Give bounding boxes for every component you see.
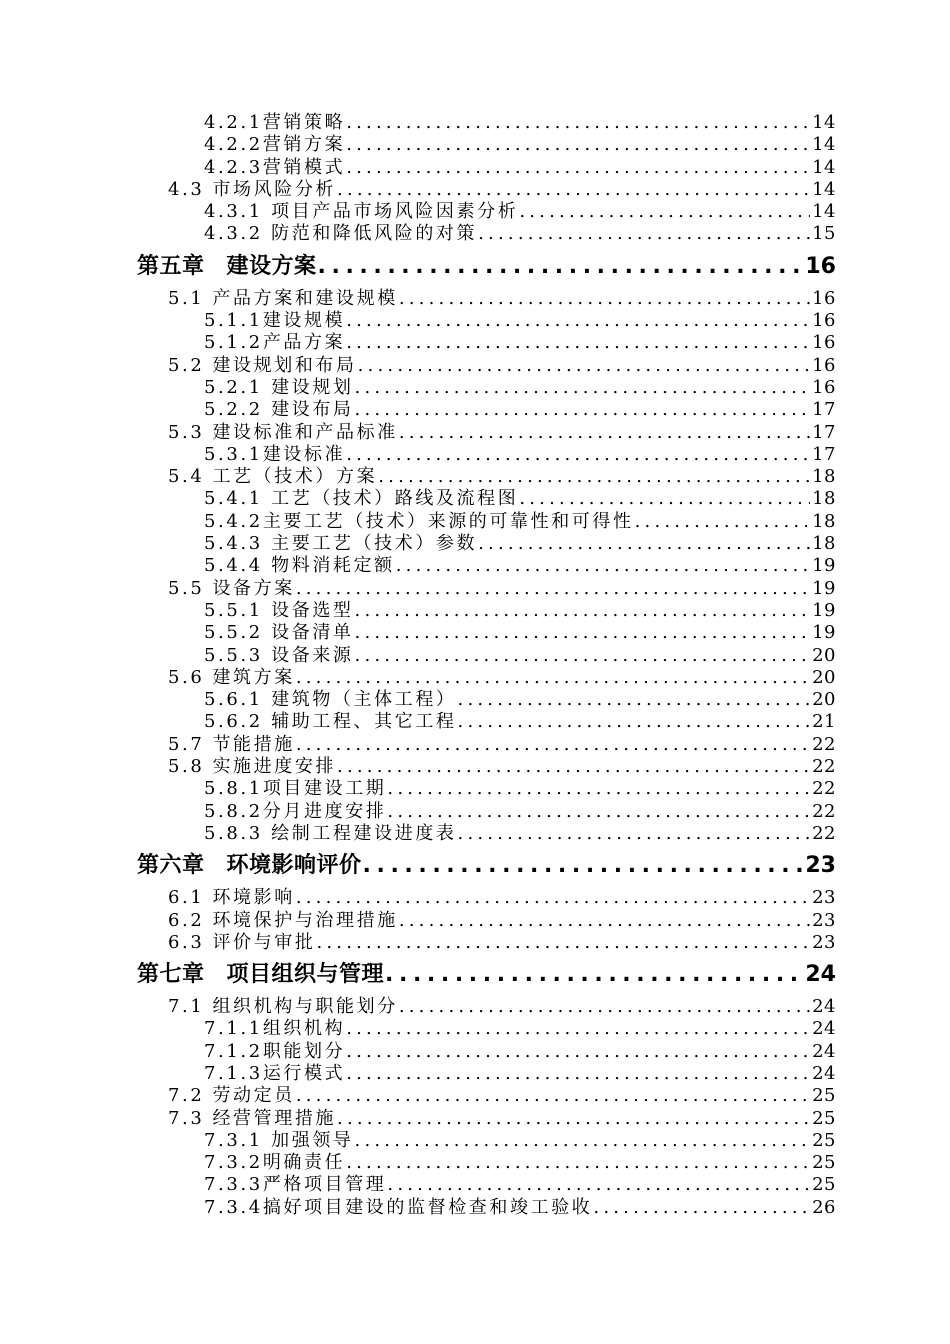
toc-entry-heading <box>168 288 398 310</box>
toc-entry-number: 5.1 <box>168 287 205 309</box>
toc-entry-number: 7.3.1 <box>204 1129 263 1151</box>
toc-entry-title: 市场风险分析 <box>212 178 337 200</box>
toc-section-entry[interactable] <box>0 600 836 622</box>
toc-page-number: 15 <box>812 223 836 245</box>
toc-page-number: 16 <box>812 354 836 376</box>
toc-entry-number: 7.3.2 <box>204 1152 263 1174</box>
toc-dot-leader <box>346 444 810 466</box>
toc-entry-heading <box>204 823 457 845</box>
toc-section-entry[interactable] <box>0 689 836 711</box>
toc-page-number: 22 <box>812 800 836 822</box>
toc-section-entry[interactable] <box>0 778 836 800</box>
toc-entry-number: 5.1.1 <box>204 310 263 332</box>
toc-dot-leader <box>593 1197 810 1219</box>
toc-section-entry[interactable] <box>0 1130 836 1152</box>
toc-page-number: 19 <box>812 577 836 599</box>
toc-entry-title: 设备方案 <box>212 577 295 599</box>
toc-dot-leader <box>478 533 810 555</box>
toc-dot-leader <box>337 1108 810 1130</box>
toc-entry-title: 绘制工程建设进度表 <box>262 822 457 844</box>
toc-page-number: 24 <box>812 1018 836 1040</box>
toc-entry-number: 5.3 <box>168 421 205 443</box>
toc-dot-leader <box>296 887 810 909</box>
toc-entry-title: 工艺（技术）路线及流程图 <box>262 488 519 510</box>
toc-entry-heading <box>204 310 345 332</box>
toc-entry-number: 4.3.1 <box>204 201 263 223</box>
toc-entry-heading <box>168 179 336 201</box>
toc-page-number: 21 <box>812 711 836 733</box>
toc-entry-title: 建设规划 <box>262 376 354 398</box>
toc-entry-title: 环境保护与治理措施 <box>212 909 398 931</box>
toc-entry-number: 5.4 <box>168 466 205 488</box>
toc-page-number: 22 <box>812 733 836 755</box>
toc-dot-leader <box>316 932 810 954</box>
toc-dot-leader <box>355 399 811 421</box>
toc-dot-leader <box>355 377 811 399</box>
toc-section-entry[interactable] <box>0 645 836 667</box>
toc-dot-leader <box>355 600 811 622</box>
toc-entry-title: 搞好项目建设的监督检查和竣工验收 <box>262 1196 593 1218</box>
toc-entry-title: 主要工艺（技术）参数 <box>262 533 478 555</box>
toc-page-number: 22 <box>812 778 836 800</box>
toc-entry-number: 5.4.4 <box>204 555 263 577</box>
toc-entry-heading <box>204 555 395 577</box>
toc-entry-number: 6.3 <box>168 931 205 953</box>
toc-entry-number: 7.3.4 <box>204 1196 263 1218</box>
toc-section-entry[interactable] <box>0 1018 836 1040</box>
toc-entry-heading <box>168 756 336 778</box>
toc-section-entry[interactable] <box>0 444 836 466</box>
toc-section-entry[interactable] <box>0 1041 836 1063</box>
toc-entry-title: 评价与审批 <box>212 931 316 953</box>
toc-chapter-entry[interactable] <box>0 958 836 992</box>
toc-entry-heading <box>168 932 315 954</box>
toc-entry-heading <box>204 1130 354 1152</box>
toc-entry-title: 营销方案 <box>262 134 346 156</box>
table-of-contents <box>0 112 950 1219</box>
toc-entry-number: 5.2 <box>168 354 205 376</box>
toc-chapter-entry[interactable] <box>0 250 836 284</box>
toc-page-number: 16 <box>812 376 836 398</box>
toc-page-number: 23 <box>812 931 836 953</box>
toc-page-number: 16 <box>812 332 836 354</box>
toc-entry-title: 建筑物（主体工程） <box>262 689 457 711</box>
toc-entry-title: 职能划分 <box>262 1040 346 1062</box>
toc-page-number: 14 <box>812 112 836 133</box>
toc-page-number: 17 <box>812 443 836 465</box>
toc-entry-heading <box>204 444 345 466</box>
toc-entry-title: 建筑方案 <box>212 666 295 688</box>
toc-page-number: 25 <box>812 1174 836 1196</box>
toc-page-number: 18 <box>812 533 836 555</box>
toc-entry-number: 5.2.2 <box>204 399 263 421</box>
toc-entry-number: 5.3.1 <box>204 443 263 465</box>
toc-page-number: 14 <box>812 134 836 156</box>
toc-entry-title: 环境影响 <box>212 887 295 909</box>
toc-dot-leader <box>458 711 811 733</box>
toc-entry-number: 7.1.3 <box>204 1062 263 1084</box>
toc-section-entry[interactable] <box>0 332 836 354</box>
toc-dot-leader <box>346 310 810 332</box>
toc-page-number: 14 <box>812 178 836 200</box>
toc-entry-heading <box>168 667 295 689</box>
toc-entry-heading <box>204 377 354 399</box>
toc-entry-title: 产品方案和建设规模 <box>212 287 398 309</box>
toc-section-entry[interactable] <box>0 887 836 909</box>
toc-entry-title: 节能措施 <box>212 733 295 755</box>
toc-entry-heading <box>204 1018 345 1040</box>
toc-dot-leader <box>346 112 810 134</box>
toc-entry-number: 5.5 <box>168 577 205 599</box>
toc-section-entry[interactable] <box>0 157 836 179</box>
toc-entry-heading <box>168 466 377 488</box>
toc-entry-title: 营销策略 <box>262 112 346 133</box>
toc-entry-heading <box>204 600 354 622</box>
toc-entry-number: 5.8 <box>168 756 205 778</box>
toc-page-number: 17 <box>812 399 836 421</box>
toc-section-entry[interactable] <box>0 578 836 600</box>
toc-page-number: 18 <box>812 488 836 510</box>
toc-entry-title: 营销模式 <box>262 156 346 178</box>
toc-entry-heading <box>204 645 354 667</box>
toc-dot-leader <box>458 823 811 845</box>
toc-entry-title: 项目组织与管理 <box>226 962 385 988</box>
toc-page-number: 18 <box>812 466 836 488</box>
toc-entry-heading <box>168 887 295 909</box>
toc-dot-leader <box>387 778 810 800</box>
toc-entry-heading <box>168 1085 295 1107</box>
toc-entry-title: 主要工艺（技术）来源的可靠性和可得性 <box>262 510 634 532</box>
toc-entry-heading <box>204 134 345 156</box>
toc-section-entry[interactable] <box>0 622 836 644</box>
toc-entry-number: 4.2.1 <box>204 112 263 133</box>
toc-entry-number: 5.6.2 <box>204 711 263 733</box>
toc-entry-heading <box>204 711 457 733</box>
toc-dot-leader <box>519 201 810 223</box>
toc-entry-number: 第五章 <box>137 253 205 279</box>
toc-dot-leader <box>378 466 810 488</box>
toc-dot-leader <box>358 355 810 377</box>
toc-page-number: 16 <box>812 287 836 309</box>
toc-entry-title: 防范和降低风险的对策 <box>262 223 478 245</box>
toc-dot-leader <box>346 1018 810 1040</box>
toc-section-entry[interactable] <box>0 932 836 954</box>
toc-dot-leader <box>478 223 810 245</box>
toc-entry-title: 严格项目管理 <box>262 1174 387 1196</box>
toc-dot-leader <box>346 1063 810 1085</box>
toc-page-number: 14 <box>812 201 836 223</box>
toc-section-entry[interactable] <box>0 711 836 733</box>
toc-entry-heading <box>137 849 362 883</box>
toc-page-number: 23 <box>805 853 836 879</box>
toc-section-entry[interactable] <box>0 1174 836 1196</box>
toc-section-entry[interactable] <box>0 511 836 533</box>
toc-entry-heading <box>204 511 634 533</box>
toc-section-entry[interactable] <box>0 667 836 689</box>
toc-dot-leader <box>337 179 810 201</box>
toc-dot-leader <box>458 689 811 711</box>
toc-entry-title: 设备选型 <box>262 599 354 621</box>
toc-page-number: 17 <box>812 421 836 443</box>
toc-dot-leader <box>346 157 810 179</box>
toc-dot-leader <box>355 645 811 667</box>
toc-page-number: 14 <box>812 156 836 178</box>
toc-entry-title: 建设方案 <box>226 253 317 279</box>
toc-dot-leader <box>399 910 810 932</box>
toc-entry-title: 建设标准和产品标准 <box>212 421 398 443</box>
toc-section-entry[interactable] <box>0 1152 836 1174</box>
toc-page-number: 20 <box>812 644 836 666</box>
toc-section-entry[interactable] <box>0 1197 836 1219</box>
toc-section-entry[interactable] <box>0 355 836 377</box>
toc-page-number: 20 <box>812 666 836 688</box>
toc-entry-number: 第六章 <box>137 853 205 879</box>
toc-page-number: 25 <box>812 1107 836 1129</box>
toc-entry-heading <box>168 910 398 932</box>
toc-entry-number: 7.1.1 <box>204 1018 263 1040</box>
toc-entry-heading <box>168 996 398 1018</box>
toc-entry-number: 6.1 <box>168 887 205 909</box>
toc-entry-heading <box>204 801 386 823</box>
toc-entry-heading <box>204 488 518 510</box>
toc-section-entry[interactable] <box>0 756 836 778</box>
toc-entry-number: 7.2 <box>168 1085 205 1107</box>
toc-section-entry[interactable] <box>0 533 836 555</box>
toc-section-entry[interactable] <box>0 488 836 510</box>
toc-entry-heading <box>204 1063 345 1085</box>
toc-dot-leader <box>355 1130 811 1152</box>
toc-entry-number: 7.3.3 <box>204 1174 263 1196</box>
toc-entry-number: 4.3.2 <box>204 223 263 245</box>
toc-page-number: 25 <box>812 1129 836 1151</box>
toc-entry-title: 项目建设工期 <box>262 778 387 800</box>
toc-page-number: 23 <box>812 887 836 909</box>
toc-dot-leader <box>296 1085 810 1107</box>
toc-entry-heading <box>204 223 477 245</box>
toc-entry-heading <box>204 533 477 555</box>
toc-section-entry[interactable] <box>0 223 836 245</box>
toc-entry-title: 环境影响评价 <box>226 853 362 879</box>
toc-dot-leader <box>318 250 804 284</box>
toc-entry-heading <box>204 1152 345 1174</box>
toc-entry-number: 5.8.1 <box>204 778 263 800</box>
toc-dot-leader <box>635 511 810 533</box>
toc-entry-number: 5.6.1 <box>204 689 263 711</box>
toc-section-entry[interactable] <box>0 1108 836 1130</box>
toc-entry-title: 设备来源 <box>262 644 354 666</box>
toc-entry-number: 4.2.3 <box>204 156 263 178</box>
toc-page-number: 19 <box>812 622 836 644</box>
toc-entry-title: 工艺（技术）方案 <box>212 466 378 488</box>
toc-entry-heading <box>204 1197 592 1219</box>
toc-entry-number: 第七章 <box>137 962 205 988</box>
toc-entry-heading <box>204 201 518 223</box>
toc-entry-title: 物料消耗定额 <box>262 555 395 577</box>
toc-page-number: 23 <box>812 909 836 931</box>
toc-section-entry[interactable] <box>0 801 836 823</box>
toc-dot-leader <box>387 801 810 823</box>
toc-page-number: 24 <box>812 996 836 1018</box>
toc-section-entry[interactable] <box>0 555 836 577</box>
toc-dot-leader <box>346 1152 810 1174</box>
toc-entry-title: 辅助工程、其它工程 <box>262 711 457 733</box>
toc-entry-title: 设备清单 <box>262 622 354 644</box>
toc-section-entry[interactable] <box>0 310 836 332</box>
toc-entry-title: 项目产品市场风险因素分析 <box>262 201 519 223</box>
toc-page-number: 22 <box>812 822 836 844</box>
toc-entry-title: 建设规划和布局 <box>212 354 357 376</box>
toc-page-number: 16 <box>805 253 836 279</box>
toc-entry-number: 5.5.1 <box>204 599 263 621</box>
toc-entry-number: 4.3 <box>168 178 205 200</box>
toc-entry-heading <box>204 622 354 644</box>
toc-section-entry[interactable] <box>0 288 836 310</box>
toc-page-number: 16 <box>812 310 836 332</box>
toc-dot-leader <box>346 134 810 156</box>
toc-entry-title: 建设布局 <box>262 399 354 421</box>
toc-dot-leader <box>355 622 811 644</box>
toc-entry-number: 5.1.2 <box>204 332 263 354</box>
toc-entry-heading <box>204 157 345 179</box>
toc-page-number: 26 <box>812 1196 836 1218</box>
toc-entry-title: 分月进度安排 <box>262 800 387 822</box>
toc-dot-leader <box>337 756 810 778</box>
toc-dot-leader <box>399 288 810 310</box>
toc-entry-title: 组织机构 <box>262 1018 346 1040</box>
toc-section-entry[interactable] <box>0 910 836 932</box>
toc-entry-heading <box>168 1108 336 1130</box>
toc-entry-heading <box>204 689 457 711</box>
toc-page-number: 22 <box>812 756 836 778</box>
toc-page-number: 19 <box>812 599 836 621</box>
toc-dot-leader <box>296 578 810 600</box>
toc-dot-leader <box>296 667 810 689</box>
toc-section-entry[interactable] <box>0 1063 836 1085</box>
toc-entry-title: 实施进度安排 <box>212 756 337 778</box>
toc-section-entry[interactable] <box>0 422 836 444</box>
toc-entry-heading <box>204 332 345 354</box>
toc-dot-leader <box>399 996 810 1018</box>
toc-entry-number: 5.4.2 <box>204 510 263 532</box>
toc-section-entry[interactable] <box>0 734 836 756</box>
toc-entry-title: 建设标准 <box>262 443 346 465</box>
toc-entry-heading <box>137 250 317 284</box>
toc-entry-number: 5.5.2 <box>204 622 263 644</box>
toc-section-entry[interactable] <box>0 179 836 201</box>
toc-page-number: 24 <box>805 962 836 988</box>
toc-entry-number: 5.4.3 <box>204 533 263 555</box>
toc-page-number: 18 <box>812 510 836 532</box>
toc-entry-number: 6.2 <box>168 909 205 931</box>
toc-page-number: 25 <box>812 1152 836 1174</box>
toc-section-entry[interactable] <box>0 134 836 156</box>
toc-section-entry[interactable] <box>0 823 836 845</box>
toc-dot-leader <box>396 555 810 577</box>
toc-entry-number: 5.6 <box>168 666 205 688</box>
toc-dot-leader <box>363 849 804 883</box>
toc-entry-title: 加强领导 <box>262 1129 354 1151</box>
toc-entry-heading <box>204 399 354 421</box>
toc-entry-title: 建设规模 <box>262 310 346 332</box>
toc-entry-number: 4.2.2 <box>204 134 263 156</box>
toc-entry-heading <box>168 578 295 600</box>
toc-entry-title: 劳动定员 <box>212 1085 295 1107</box>
toc-dot-leader <box>296 734 810 756</box>
toc-entry-number: 5.4.1 <box>204 488 263 510</box>
toc-section-entry[interactable] <box>0 996 836 1018</box>
toc-entry-number: 7.1.2 <box>204 1040 263 1062</box>
toc-page-number: 25 <box>812 1085 836 1107</box>
toc-dot-leader <box>399 422 810 444</box>
toc-entry-number: 7.1 <box>168 996 205 1018</box>
toc-entry-title: 明确责任 <box>262 1152 346 1174</box>
toc-entry-heading <box>168 734 295 756</box>
toc-entry-number: 5.8.3 <box>204 822 263 844</box>
toc-entry-number: 5.8.2 <box>204 800 263 822</box>
toc-section-entry[interactable] <box>0 201 836 223</box>
toc-entry-heading <box>204 1174 386 1196</box>
toc-entry-heading <box>204 1041 345 1063</box>
toc-dot-leader <box>387 1174 810 1196</box>
toc-chapter-entry[interactable] <box>0 849 836 883</box>
toc-entry-heading <box>204 112 345 134</box>
toc-section-entry[interactable] <box>0 466 836 488</box>
toc-section-entry[interactable] <box>0 1085 836 1107</box>
toc-page-number: 24 <box>812 1062 836 1084</box>
toc-section-entry[interactable] <box>0 112 836 134</box>
toc-page-number: 24 <box>812 1040 836 1062</box>
toc-dot-leader <box>346 1041 810 1063</box>
toc-dot-leader <box>519 488 810 510</box>
toc-entry-number: 5.5.3 <box>204 644 263 666</box>
toc-dot-leader <box>385 958 803 992</box>
toc-entry-number: 7.3 <box>168 1107 205 1129</box>
toc-entry-title: 产品方案 <box>262 332 346 354</box>
toc-entry-heading <box>204 778 386 800</box>
toc-page-number: 19 <box>812 555 836 577</box>
toc-entry-heading <box>137 958 384 992</box>
toc-dot-leader <box>346 332 810 354</box>
toc-entry-number: 5.2.1 <box>204 376 263 398</box>
toc-entry-title: 经营管理措施 <box>212 1107 337 1129</box>
toc-entry-number: 5.7 <box>168 733 205 755</box>
toc-entry-heading <box>168 355 357 377</box>
toc-entry-title: 组织机构与职能划分 <box>212 996 398 1018</box>
toc-entry-heading <box>168 422 398 444</box>
toc-section-entry[interactable] <box>0 377 836 399</box>
toc-entry-title: 运行模式 <box>262 1062 346 1084</box>
toc-section-entry[interactable] <box>0 399 836 421</box>
toc-page-number: 20 <box>812 689 836 711</box>
